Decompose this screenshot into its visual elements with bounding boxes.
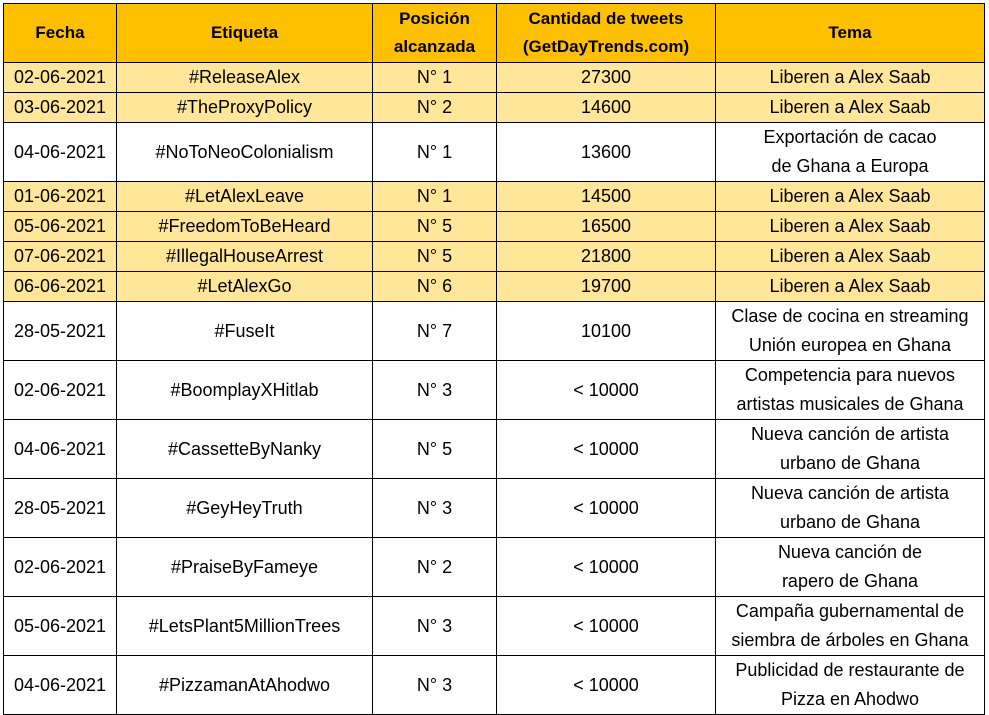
table-row [4,242,985,272]
tema-line: urbano de Ghana [779,512,921,532]
header-cantidad-line: Cantidad de tweets [528,9,684,28]
cell-tema [716,302,985,361]
cell-etiqueta: #FuseIt [117,302,373,361]
table-row [4,63,985,93]
cell-tema [716,272,985,302]
tema-line: Liberen a Alex Saab [769,246,931,266]
cell-fecha: 02-06-2021 [4,361,117,420]
header-tema [716,4,985,63]
cell-etiqueta: #BoomplayXHitlab [117,361,373,420]
cell-etiqueta: #IllegalHouseArrest [117,242,373,272]
cell-cantidad: 14600 [497,93,716,123]
cell-posicion: N° 5 [373,212,497,242]
cell-posicion: N° 3 [373,361,497,420]
cell-tema [716,538,985,597]
cell-fecha: 01-06-2021 [4,182,117,212]
cell-cantidad: 13600 [497,123,716,182]
header-tema-line: Tema [828,23,872,42]
header-posicion [373,4,497,63]
table-row [4,93,985,123]
table-row [4,656,985,715]
cell-cantidad: 21800 [497,242,716,272]
cell-posicion: N° 1 [373,123,497,182]
cell-posicion: N° 1 [373,63,497,93]
cell-cantidad: < 10000 [497,538,716,597]
header-etiqueta-line: Etiqueta [210,23,279,42]
header-posicion-line: alcanzada [393,37,476,56]
cell-cantidad: < 10000 [497,361,716,420]
tema-line: Clase de cocina en streaming [731,306,969,326]
cell-cantidad: 14500 [497,182,716,212]
table-row [4,479,985,538]
cell-tema [716,420,985,479]
tema-line: Liberen a Alex Saab [769,276,931,296]
cell-tema [716,93,985,123]
cell-etiqueta: #LetAlexLeave [117,182,373,212]
table-row [4,420,985,479]
cell-etiqueta: #PizzamanAtAhodwo [117,656,373,715]
cell-fecha: 28-05-2021 [4,479,117,538]
header-fecha-line: Fecha [35,23,85,42]
tema-line: Pizza en Ahodwo [780,689,920,709]
cell-posicion: N° 2 [373,93,497,123]
tema-line: urbano de Ghana [779,453,921,473]
header-cantidad [497,4,716,63]
cell-tema [716,182,985,212]
cell-fecha: 05-06-2021 [4,597,117,656]
cell-cantidad: < 10000 [497,597,716,656]
tema-line: Nueva canción de [777,542,923,562]
tema-line: rapero de Ghana [781,571,919,591]
tema-line: Liberen a Alex Saab [769,67,931,87]
cell-etiqueta: #TheProxyPolicy [117,93,373,123]
cell-tema [716,212,985,242]
cell-etiqueta: #FreedomToBeHeard [117,212,373,242]
table-row [4,212,985,242]
cell-etiqueta: #LetAlexGo [117,272,373,302]
cell-etiqueta: #NoToNeoColonialism [117,123,373,182]
table-row [4,361,985,420]
table-row [4,123,985,182]
header-fecha [4,4,117,63]
tema-line: Nueva canción de artista [750,483,950,503]
table-body [4,63,985,715]
tema-line: Liberen a Alex Saab [769,97,931,117]
cell-etiqueta: #PraiseByFameye [117,538,373,597]
cell-tema [716,479,985,538]
tema-line: Nueva canción de artista [750,424,950,444]
cell-posicion: N° 5 [373,242,497,272]
table-row [4,597,985,656]
cell-tema [716,242,985,272]
cell-etiqueta: #GeyHeyTruth [117,479,373,538]
cell-fecha: 04-06-2021 [4,123,117,182]
cell-tema [716,656,985,715]
table-row [4,538,985,597]
tema-line: Liberen a Alex Saab [769,216,931,236]
table-row [4,302,985,361]
tema-line: Unión europea en Ghana [748,335,952,355]
cell-etiqueta: #LetsPlant5MillionTrees [117,597,373,656]
cell-posicion: N° 3 [373,656,497,715]
cell-posicion: N° 3 [373,597,497,656]
tema-line: Liberen a Alex Saab [769,186,931,206]
cell-cantidad: < 10000 [497,656,716,715]
cell-fecha: 28-05-2021 [4,302,117,361]
tema-line: Publicidad de restaurante de [735,660,965,680]
cell-tema [716,597,985,656]
table-row [4,182,985,212]
cell-fecha: 05-06-2021 [4,212,117,242]
cell-cantidad: < 10000 [497,420,716,479]
cell-cantidad: < 10000 [497,479,716,538]
header-posicion-line: Posición [399,9,470,28]
cell-posicion: N° 3 [373,479,497,538]
tema-line: Exportación de cacao [763,127,937,147]
cell-tema [716,361,985,420]
cell-cantidad: 19700 [497,272,716,302]
tema-line: siembra de árboles en Ghana [731,630,969,650]
table-row [4,272,985,302]
tema-line: de Ghana a Europa [771,156,929,176]
cell-fecha: 06-06-2021 [4,272,117,302]
cell-posicion: N° 1 [373,182,497,212]
hashtag-trends-table [3,3,985,715]
header-row [4,4,985,63]
cell-posicion: N° 5 [373,420,497,479]
cell-tema [716,123,985,182]
cell-fecha: 04-06-2021 [4,656,117,715]
cell-posicion: N° 7 [373,302,497,361]
cell-etiqueta: #CassetteByNanky [117,420,373,479]
cell-cantidad: 16500 [497,212,716,242]
cell-fecha: 07-06-2021 [4,242,117,272]
tema-line: artistas musicales de Ghana [736,394,964,414]
cell-posicion: N° 2 [373,538,497,597]
cell-tema [716,63,985,93]
cell-fecha: 02-06-2021 [4,538,117,597]
cell-fecha: 04-06-2021 [4,420,117,479]
cell-cantidad: 10100 [497,302,716,361]
cell-cantidad: 27300 [497,63,716,93]
tema-line: Campaña gubernamental de [735,601,965,621]
cell-fecha: 03-06-2021 [4,93,117,123]
cell-etiqueta: #ReleaseAlex [117,63,373,93]
header-cantidad-line: (GetDayTrends.com) [522,37,690,56]
cell-posicion: N° 6 [373,272,497,302]
cell-fecha: 02-06-2021 [4,63,117,93]
header-etiqueta [117,4,373,63]
tema-line: Competencia para nuevos [744,365,956,385]
